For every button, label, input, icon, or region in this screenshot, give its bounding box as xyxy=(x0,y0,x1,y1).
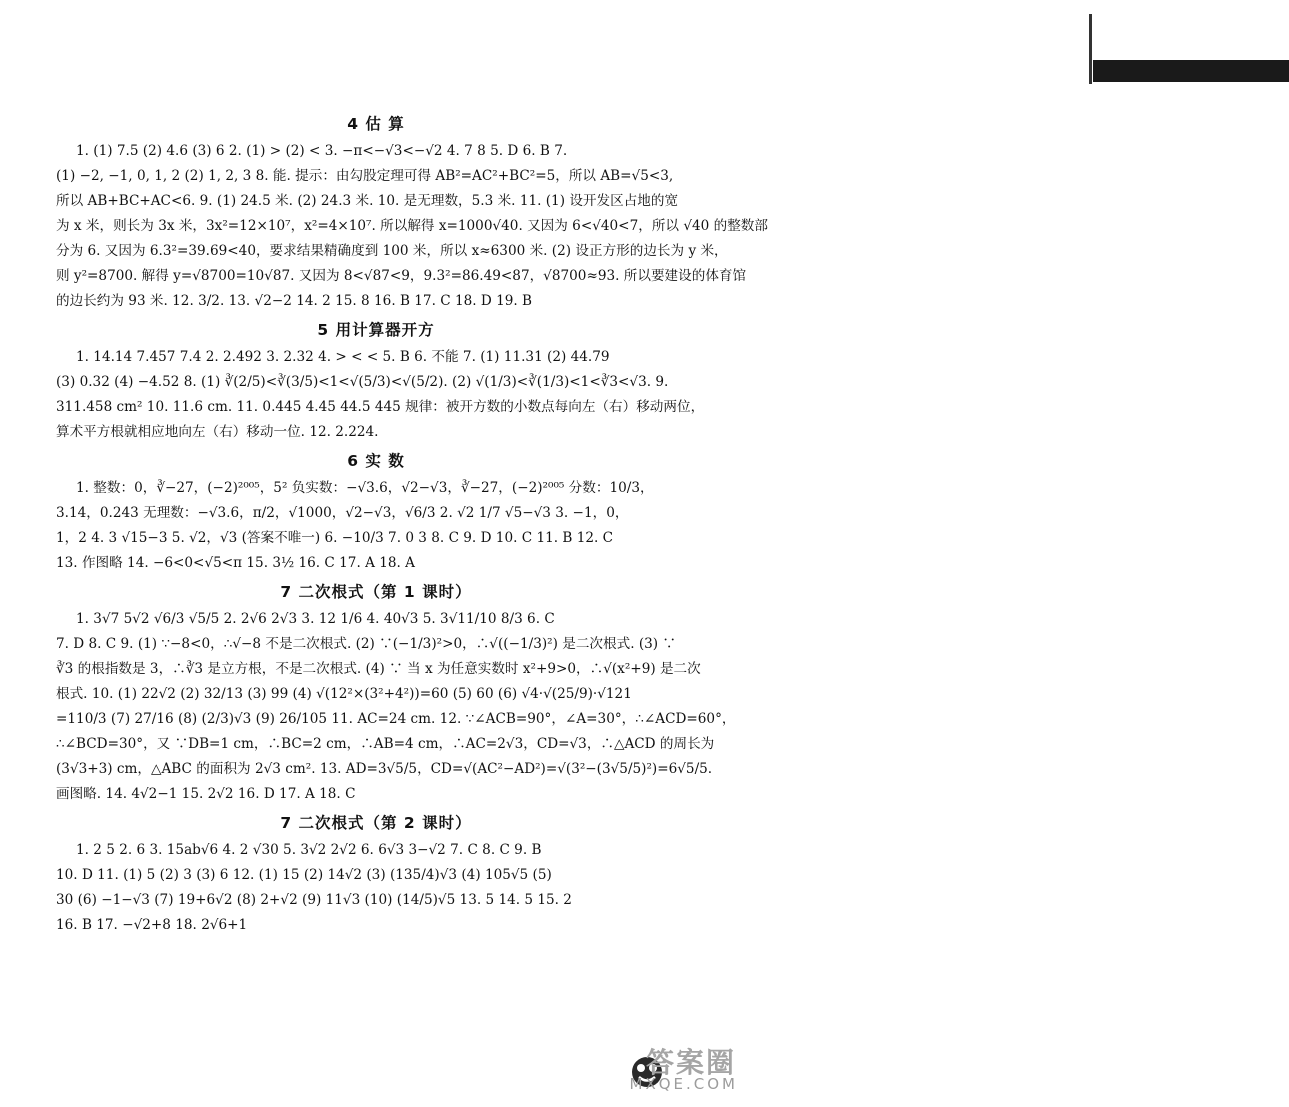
section-title: 7 二次根式（第 2 课时） xyxy=(280,814,472,832)
watermark-title: 答案圈 xyxy=(645,1046,736,1079)
watermark xyxy=(594,1041,744,1101)
answer-line: 311.458 cm² 10. 11.6 cm. 11. 0.445 4.45 44.5 445 规律：被开方数的小数点每向左（右）移动两位， xyxy=(56,399,705,415)
answer-line: 3.14，0.243 无理数：−√3.6，π/2，√1000，√2−√3，√6/3 2. √2 1/7 √5−√3 3. −1，0， xyxy=(56,505,629,521)
answer-line: (3√3+3) cm，△ABC 的面积为 2√3 cm². 13. AD=3√5/5，CD=√(AC²−AD²)=√(3²−(3√5/5)²)=6√5/5. xyxy=(56,761,713,777)
section-title: 6 实 数 xyxy=(347,452,405,470)
answer-line: 所以 AB+BC+AC<6. 9. (1) 24.5 米. (2) 24.3 米. 10. 是无理数，5.3 米. 11. (1) 设开发区占地的宽 xyxy=(56,193,679,209)
answer-line: 1. 14.14 7.457 7.4 2. 2.492 3. 2.32 4. > < < 5. B 6. 不能 7. (1) 11.31 (2) 44.79 xyxy=(76,349,610,365)
answer-line: (3) 0.32 (4) −4.52 8. (1) ∛(2/5)<∛(3/5)<1<√(5/3)<√(5/2). (2) √(1/3)<∛(1/3)<1<∛3<√3. 9. xyxy=(56,374,669,390)
section-title: 4 估 算 xyxy=(347,115,405,133)
answer-line: 10. D 11. (1) 5 (2) 3 (3) 6 12. (1) 15 (2) 14√2 (3) (135/4)√3 (4) 105√5 (5) xyxy=(56,867,552,883)
section-title: 7 二次根式（第 1 课时） xyxy=(280,583,472,601)
answer-line: 则 y²=8700. 解得 y=√8700=10√87. 又因为 8<√87<9，9.3²=86.49<87，√8700≈93. 所以要建设的体育馆 xyxy=(56,268,747,284)
corner-vertical-rule xyxy=(1089,14,1092,84)
corner-dark-bar xyxy=(1093,60,1289,82)
answer-line: 的边长约为 93 米. 12. 3/2. 13. √2−2 14. 2 15. 8 16. B 17. C 18. D 19. B xyxy=(56,293,533,309)
answer-line: ∴∠BCD=30°，又 ∵DB=1 cm，∴BC=2 cm，∴AB=4 cm，∴AC=2√3，CD=√3，∴△ACD 的周长为 xyxy=(56,736,715,752)
answer-line: 1. 3√7 5√2 √6/3 √5/5 2. 2√6 2√3 3. 12 1/6 4. 40√3 5. 3√11/10 8/3 6. C xyxy=(76,611,555,627)
answer-line: 1. 2 5 2. 6 3. 15ab√6 4. 2 √30 5. 3√2 2√2 6. 6√3 3−√2 7. C 8. C 9. B xyxy=(76,842,542,858)
answer-line: 13. 作图略 14. −6<0<√5<π 15. 3½ 16. C 17. A 18. A xyxy=(56,555,415,571)
answer-line: 画图略. 14. 4√2−1 15. 2√2 16. D 17. A 18. C xyxy=(56,786,356,802)
answer-line: 7. D 8. C 9. (1) ∵−8<0，∴√−8 不是二次根式. (2) ∵(−1/3)²>0，∴√((−1/3)²) 是二次根式. (3) ∵ xyxy=(56,636,677,652)
answer-page xyxy=(56,108,768,938)
answer-line: 为 x 米，则长为 3x 米，3x²=12×10⁷，x²=4×10⁷. 所以解得 x=1000√40. 又因为 6<√40<7，所以 √40 的整数部 xyxy=(56,218,768,234)
corner-decoration xyxy=(543,0,750,88)
answer-line: 1，2 4. 3 √15−3 5. √2，√3 (答案不唯一) 6. −10/3 7. 0 3 8. C 9. D 10. C 11. B 12. C xyxy=(56,530,614,546)
answer-line: 1. (1) 7.5 (2) 4.6 (3) 6 2. (1) > (2) < 3. −π<−√3<−√2 4. 7 8 5. D 6. B 7. xyxy=(76,143,568,159)
answer-line: 分为 6. 又因为 6.3²=39.69<40，要求结果精确度到 100 米，所以 x≈6300 米. (2) 设正方形的边长为 y 米， xyxy=(56,243,728,259)
answer-line: (1) −2, −1, 0, 1, 2 (2) 1, 2, 3 8. 能. 提示：由勾股定理可得 AB²=AC²+BC²=5，所以 AB=√5<3, xyxy=(56,168,674,184)
watermark-url: MXQE.COM xyxy=(629,1075,738,1093)
answer-line: 1. 整数：0，∛−27，(−2)²⁰⁰⁵，5² 负实数：−√3.6，√2−√3，∛−27，(−2)²⁰⁰⁵ 分数：10/3， xyxy=(76,480,654,496)
section-title: 5 用计算器开方 xyxy=(317,321,435,339)
answer-line: 30 (6) −1−√3 (7) 19+6√2 (8) 2+√2 (9) 11√3 (10) (14/5)√5 13. 5 14. 5 15. 2 xyxy=(56,892,572,908)
answer-line: 根式. 10. (1) 22√2 (2) 32/13 (3) 99 (4) √(12²×(3²+4²))=60 (5) 60 (6) √4·√(25/9)·√121 xyxy=(56,686,632,702)
answer-line: ∛3 的根指数是 3，∴∛3 是立方根，不是二次根式. (4) ∵ 当 x 为任意实数时 x²+9>0，∴√(x²+9) 是二次 xyxy=(56,661,701,677)
answer-line: 算术平方根就相应地向左（右）移动一位. 12. 2.224. xyxy=(56,424,379,440)
answer-line: =110/3 (7) 27/16 (8) (2/3)√3 (9) 26/105 11. AC=24 cm. 12. ∵∠ACB=90°，∠A=30°，∴∠ACD=60°， xyxy=(56,711,736,727)
answer-line: 16. B 17. −√2+8 18. 2√6+1 xyxy=(56,917,248,933)
